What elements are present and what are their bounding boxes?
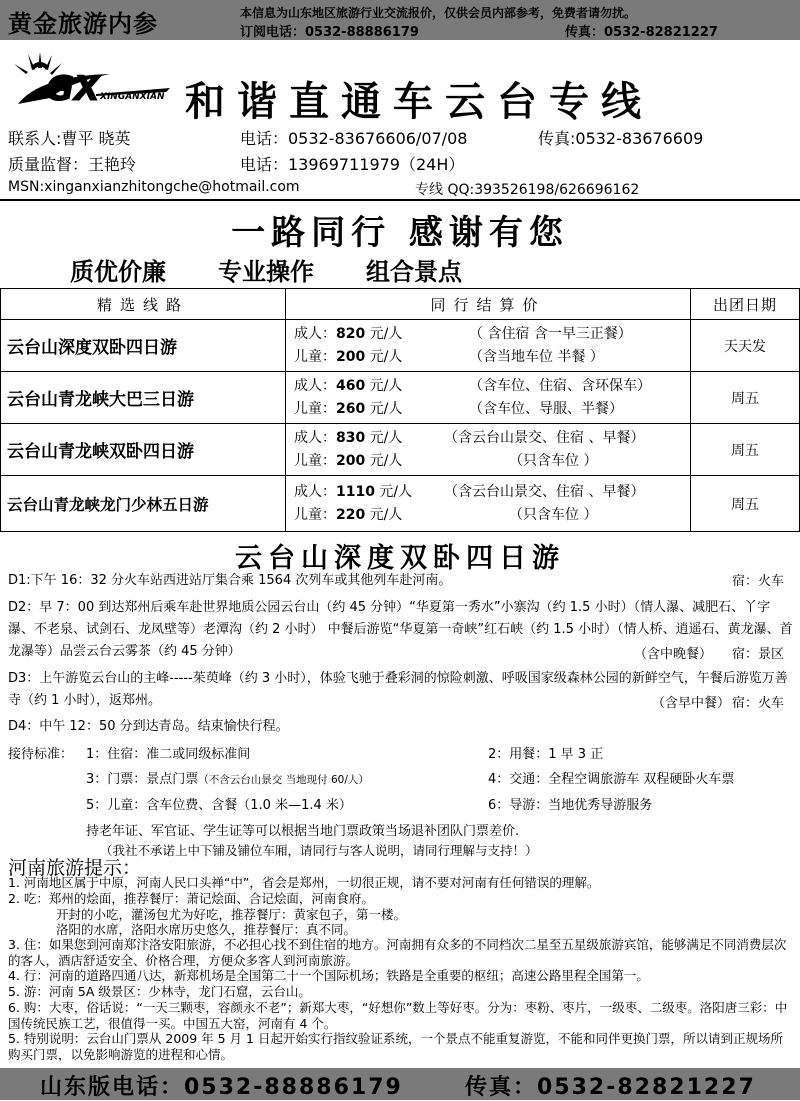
route-departure: 周五 xyxy=(691,424,800,476)
henan-tips-title: 河南旅游提示： xyxy=(8,857,142,879)
standard-meals: 2：用餐：1 早 3 正 xyxy=(488,747,604,762)
day3-stay: 宿：火车 xyxy=(732,692,784,711)
contact-phone: 电话：0532-83676606/07/08 xyxy=(240,129,468,148)
contact-fax: 传真:0532-83676609 xyxy=(538,129,704,148)
day2-stay: 宿：景区 xyxy=(732,643,784,662)
tip-item: 6. 购：大枣，俗话说：“一天三颗枣，容颜永不老”；新郑大枣，“好想你”数上等好枣。分为：枣粉、枣片，一级枣、二级枣。洛阳唐三彩：中国传统民族工艺，很值得一买。中国五大窑，河南有 4 个。 xyxy=(8,1000,788,1031)
standard-guide: 6：导游：当地优秀导游服务 xyxy=(488,798,653,813)
header-fax: 传真：0532-82821227 xyxy=(565,25,718,40)
logo-graphic xyxy=(10,48,180,118)
day2-meals: （含中晚餐） xyxy=(630,643,712,662)
standard-transport: 4：交通：全程空调旅游车 双程硬卧火车票 xyxy=(488,772,735,787)
footer-phone: 山东版电话：0532-88886179 xyxy=(40,1075,403,1100)
tip-item: 开封的小吃，灌汤包尤为好吃，推荐餐厅：黄家包子，第一楼。 xyxy=(56,907,407,922)
table-row xyxy=(1,372,800,424)
divider xyxy=(0,199,800,201)
route-price: 成人：820 元/人 （ 含住宿 含一早三正餐） 儿童：200 元/人 （含当地车位 半餐 ） xyxy=(286,320,691,372)
day3-meals: （含早中餐） xyxy=(648,692,730,711)
route-name: 云台山青龙峡龙门少林五日游 xyxy=(1,476,286,532)
tip-item: 洛阳的水席，洛阳水席历史悠久，推荐餐厅：真不同。 xyxy=(56,922,357,937)
route-name: 云台山青龙峡大巴三日游 xyxy=(1,372,286,424)
header-price: 同行结算价 xyxy=(286,289,691,320)
msn-address: MSN:xinganxianzhitongche@hotmail.com xyxy=(8,179,300,195)
tip-item: 1. 河南地区属于中原，河南人民口头禅“中”，省会是郑州，一切很正规，请不要对河南有任何错误的理解。 xyxy=(8,875,600,890)
header-departure: 出团日期 xyxy=(691,289,800,320)
logo-letters: GX xyxy=(46,69,101,109)
top-banner xyxy=(0,0,800,40)
table-row xyxy=(1,424,800,476)
tip-item: 3. 住：如果您到河南郑汴洛安阳旅游，不必担心找不到住宿的地方。河南拥有众多的不同档次二星至五星级旅游宾馆，能够满足不同消费层次的客人，酒店舒适安全、价格合理，方便众多客人到河南旅游。 xyxy=(8,937,787,968)
table-row xyxy=(1,476,800,532)
bottom-banner xyxy=(0,1068,800,1100)
route-departure: 周五 xyxy=(691,372,800,424)
itinerary-day2: D2：早 7：00 到达郑州后乘车赴世界地质公园云台山（约 45 分钟）“华夏第一秀水”小寨沟（约 1.5 小时）（情人瀑、减肥石、丫字瀑、不老泉、试剑石、龙凤壁等）老潭沟（约 2 小时） 中餐后游览“华夏第一奇峡”红石峡（约 1.5 小时）（情人桥、逍遥石、黄龙瀑、首龙瀑等）品尝云台云雾茶（约 45 分钟） xyxy=(8,600,793,659)
route-departure: 天天发 xyxy=(691,320,800,372)
route-price-table xyxy=(0,288,800,532)
company-logo xyxy=(10,48,180,118)
footer-fax: 传真：0532-82821227 xyxy=(465,1075,756,1100)
standard-children: 5：儿童：含车位费、含餐（1.0 米—1.4 米） xyxy=(86,798,352,813)
header-route: 精选线路 xyxy=(1,289,286,320)
standards-label: 接待标准： xyxy=(8,747,74,762)
header-notice: 本信息为山东地区旅游行业交流报价，仅供会员内部参考，免费者请勿扰。 xyxy=(240,6,637,20)
standard-lodging: 1：住宿：准二或同级标准间 xyxy=(86,747,251,762)
route-name: 云台山深度双卧四日游 xyxy=(1,320,286,372)
itinerary-day1: D1:下午 16：32 分火车站西进站厅集合乘 1564 次列车或其他列车赴河南。 xyxy=(8,573,452,588)
itinerary-day3: D3：上午游览云台山的主峰-----茱萸峰（约 3 小时），体验飞驰于叠彩洞的惊险刺激、呼吸国家级森林公园的新鲜空气，午餐后游览万善寺（约 1 小时），返郑州。 xyxy=(8,671,788,708)
table-row xyxy=(1,320,800,372)
supervisor-phone: 电话：13969711979（24H） xyxy=(240,155,465,174)
berth-remark: （我社不承诺上中下铺及铺位车厢，请同行与客人说明，请同行理解与支持！） xyxy=(100,843,538,858)
qq-number: 专线 QQ:393526198/626696162 xyxy=(415,182,640,198)
slogan-features xyxy=(70,252,514,287)
tip-item: 2. 吃：郑州的烩面，推荐餐厅：萧记烩面、合记烩面，河南食府。 xyxy=(8,891,374,906)
brand-title: 黄金旅游内参 xyxy=(8,10,158,38)
slogan-feature: 质优价廉 xyxy=(70,257,166,286)
contact-person: 联系人:曹平 晓英 xyxy=(8,129,131,148)
main-title: 和谐直通车云台专线 xyxy=(185,78,653,125)
tip-item: 5. 游：河南 5A 级景区：少林寺，龙门石窟，云台山。 xyxy=(8,984,311,999)
order-phone: 订阅电话：0532-88886179 xyxy=(240,25,419,40)
route-departure: 周五 xyxy=(691,476,800,532)
route-price: 成人：1110 元/人 （含云台山景交、住宿 、早餐） 儿童：220 元/人 （只含车位 ） xyxy=(286,476,691,532)
table-header-row xyxy=(1,289,800,320)
itinerary-day4: D4：中午 12：50 分到达青岛。结束愉快行程。 xyxy=(8,719,289,734)
route-price: 成人：460 元/人 （含车位、住宿、含环保车） 儿童：260 元/人 （含车位、导服、半餐） xyxy=(286,372,691,424)
logo-tagline: XINGANXIAN xyxy=(100,92,165,102)
day1-stay: 宿：火车 xyxy=(732,574,785,589)
itinerary-title: 云台山深度双卧四日游 xyxy=(235,543,565,574)
quality-supervisor: 质量监督：王艳玲 xyxy=(8,155,137,174)
slogan-main: 一路同行 感谢有您 xyxy=(231,213,569,253)
slogan-feature: 专业操作 xyxy=(218,257,314,286)
standard-tickets: 3：门票：景点门票（不含云台山景交 当地现付 60/人） xyxy=(86,772,369,787)
certificate-note: 持老年证、军官证、学生证等可以根据当地门票政策当场退补团队门票差价. xyxy=(86,824,520,839)
route-price: 成人：830 元/人 （含云台山景交、住宿 、早餐） 儿童：200 元/人 （只含车位 ） xyxy=(286,424,691,476)
slogan-feature: 组合景点 xyxy=(366,257,462,286)
route-name: 云台山青龙峡双卧四日游 xyxy=(1,424,286,476)
tip-item: 4. 行：河南的道路四通八达，新郑机场是全国第二十一个国际机场；铁路是全重要的枢纽；高速公路里程全国第一。 xyxy=(8,968,649,983)
tip-item: 5. 特别说明：云台山门票从 2009 年 5 月 1 日起开始实行指纹验证系统，一个景点不能重复游览，不能和同伴更换门票，所以请到正规场所购买门票，以免影响游览的进程和心情。 xyxy=(8,1031,783,1062)
